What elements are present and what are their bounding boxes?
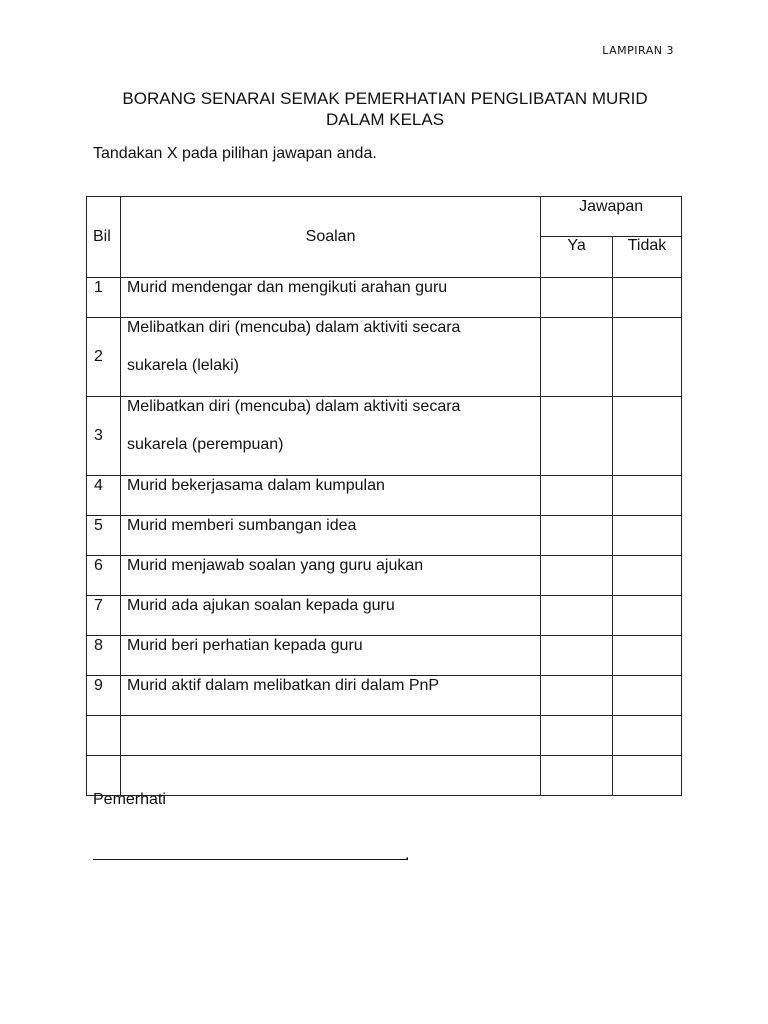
checklist-table — [86, 196, 682, 796]
header-soalan: Soalan — [120, 197, 540, 278]
answer-tidak-cell[interactable] — [613, 556, 682, 596]
instruction-text: Tandakan X pada pilihan jawapan anda. — [93, 145, 377, 162]
row-number: 8 — [87, 636, 121, 676]
answer-ya-cell[interactable] — [541, 676, 613, 716]
appendix-label: LAMPIRAN 3 — [602, 44, 674, 57]
form-title — [60, 88, 710, 130]
table-row — [87, 636, 682, 676]
row-number: 5 — [87, 516, 121, 556]
row-question — [120, 318, 540, 397]
table-header-row — [87, 197, 682, 237]
answer-tidak-cell[interactable] — [613, 516, 682, 556]
answer-tidak-cell[interactable] — [613, 476, 682, 516]
answer-tidak-cell[interactable] — [613, 318, 682, 397]
row-question: Murid memberi sumbangan idea — [120, 516, 540, 556]
table-row — [87, 516, 682, 556]
answer-tidak-cell[interactable] — [613, 278, 682, 318]
header-tidak — [613, 237, 682, 278]
form-title-line-1: BORANG SENARAI SEMAK PEMERHATIAN PENGLIBATAN MURID — [122, 89, 648, 108]
row-number — [87, 716, 121, 756]
answer-ya-cell[interactable] — [541, 756, 613, 796]
row-question-line-2: sukarela (lelaki) — [126, 357, 240, 374]
answer-tidak-cell[interactable] — [613, 397, 682, 476]
answer-tidak-cell[interactable] — [613, 756, 682, 796]
row-question — [120, 716, 540, 756]
observer-label: Pemerhati — [93, 791, 166, 808]
row-question: Murid bekerjasama dalam kumpulan — [120, 476, 540, 516]
answer-tidak-cell[interactable] — [613, 676, 682, 716]
header-bil: Bil — [87, 197, 121, 278]
table-row — [87, 476, 682, 516]
row-number: 3 — [87, 397, 121, 476]
answer-tidak-cell[interactable] — [613, 636, 682, 676]
row-number: 7 — [87, 596, 121, 636]
row-question — [120, 756, 540, 796]
answer-ya-cell[interactable] — [541, 636, 613, 676]
row-question-line-1: Melibatkan diri (mencuba) dalam aktiviti secara — [126, 319, 461, 336]
row-question-line-1: Melibatkan diri (mencuba) dalam aktiviti secara — [126, 398, 461, 415]
table-row — [87, 596, 682, 636]
table-row — [87, 556, 682, 596]
signature-line-end: . — [405, 846, 410, 863]
form-title-line-2: DALAM KELAS — [325, 110, 445, 129]
row-number — [87, 756, 121, 796]
answer-ya-cell[interactable] — [541, 516, 613, 556]
header-ya — [541, 237, 613, 278]
answer-ya-cell[interactable] — [541, 476, 613, 516]
row-number: 6 — [87, 556, 121, 596]
table-row — [87, 318, 682, 397]
answer-tidak-cell[interactable] — [613, 596, 682, 636]
answer-tidak-cell[interactable] — [613, 716, 682, 756]
row-question: Murid menjawab soalan yang guru ajukan — [120, 556, 540, 596]
answer-ya-cell[interactable] — [541, 318, 613, 397]
table-row — [87, 676, 682, 716]
row-number: 1 — [87, 278, 121, 318]
row-question: Murid ada ajukan soalan kepada guru — [120, 596, 540, 636]
answer-ya-cell[interactable] — [541, 397, 613, 476]
answer-ya-cell[interactable] — [541, 716, 613, 756]
row-question: Murid beri perhatian kepada guru — [120, 636, 540, 676]
header-ya-label: Ya — [567, 237, 586, 254]
row-number: 4 — [87, 476, 121, 516]
table-row — [87, 278, 682, 318]
answer-ya-cell[interactable] — [541, 596, 613, 636]
header-jawapan: Jawapan — [541, 197, 682, 237]
row-question: Murid aktif dalam melibatkan diri dalam PnP — [120, 676, 540, 716]
table-row-empty — [87, 716, 682, 756]
answer-ya-cell[interactable] — [541, 278, 613, 318]
table-row-empty — [87, 756, 682, 796]
row-number: 2 — [87, 318, 121, 397]
row-question-line-2: sukarela (perempuan) — [126, 436, 284, 453]
table-row — [87, 397, 682, 476]
signature-line[interactable] — [93, 859, 408, 860]
answer-ya-cell[interactable] — [541, 556, 613, 596]
header-tidak-label: Tidak — [627, 237, 667, 254]
row-question — [120, 397, 540, 476]
row-number: 9 — [87, 676, 121, 716]
row-question: Murid mendengar dan mengikuti arahan guru — [120, 278, 540, 318]
